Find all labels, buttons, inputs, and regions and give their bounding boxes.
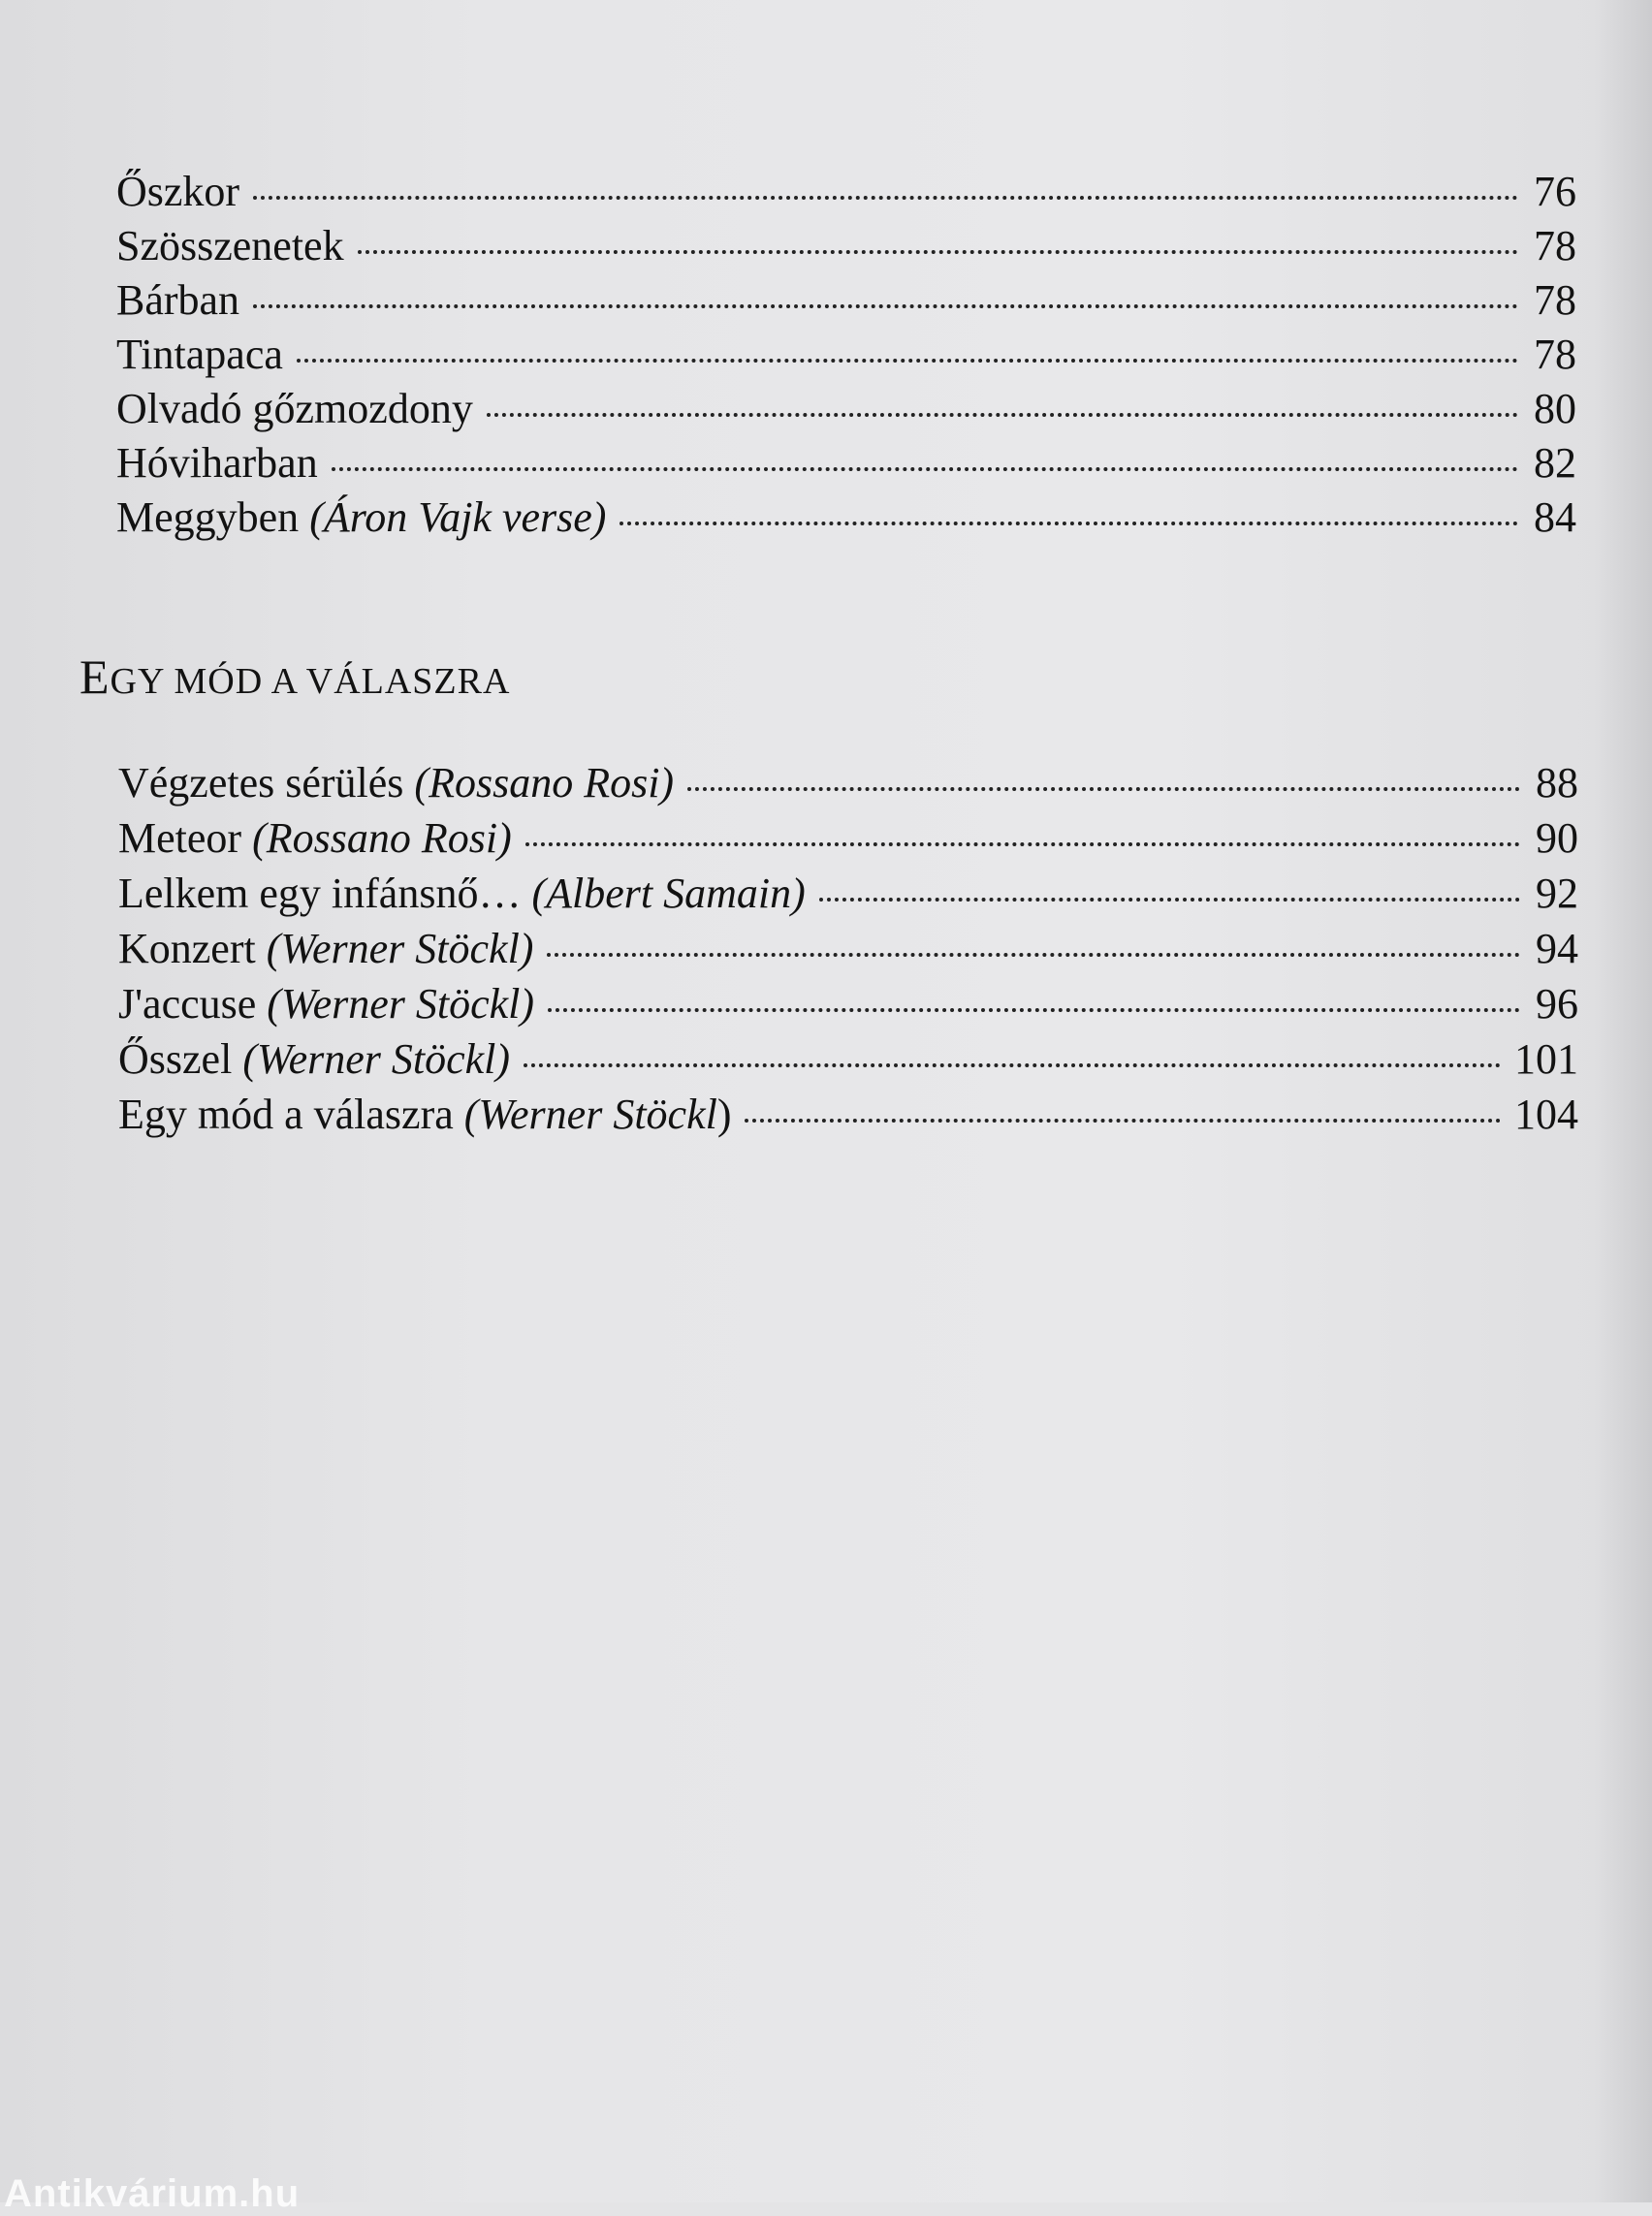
- entry-title: Tintapaca: [116, 331, 283, 378]
- dot-leader: [253, 196, 1518, 200]
- entry-title: Végzetes sérülés: [118, 759, 404, 807]
- toc-entry: [116, 382, 1576, 436]
- entry-title: Lelkem egy infánsnő…: [118, 870, 522, 917]
- page-number: 80: [1534, 385, 1576, 432]
- dot-leader: [487, 413, 1518, 417]
- page-number: 90: [1536, 814, 1578, 862]
- entry-title: J'accuse: [118, 980, 257, 1028]
- dot-leader: [620, 522, 1518, 525]
- entry-suffix: ): [716, 1091, 732, 1138]
- toc-entry: [116, 491, 1576, 545]
- entry-title: Ősszel: [118, 1035, 233, 1083]
- toc-entry: [118, 1032, 1578, 1087]
- entry-author: (Werner Stöckl): [267, 980, 535, 1028]
- toc-entry: [116, 165, 1576, 219]
- section-heading-text: GY MÓD A VÁLASZRA: [110, 661, 511, 702]
- dot-leader: [687, 787, 1520, 791]
- page-number: 78: [1534, 276, 1576, 324]
- section-heading-initial: E: [79, 649, 111, 704]
- toc-entry: [116, 273, 1576, 328]
- entry-title: Egy mód a válaszra: [118, 1091, 454, 1138]
- page-number: 92: [1536, 870, 1578, 917]
- page-number: 88: [1536, 759, 1578, 807]
- dot-leader: [253, 304, 1518, 308]
- dot-leader: [358, 250, 1518, 254]
- page-number: 78: [1534, 331, 1576, 378]
- dot-leader: [745, 1119, 1501, 1123]
- toc-entry: [116, 219, 1576, 273]
- toc-entry: [118, 977, 1578, 1031]
- toc-entry: [118, 811, 1578, 866]
- dot-leader: [819, 898, 1520, 902]
- page-number: 82: [1534, 439, 1576, 487]
- toc-entry: [116, 328, 1576, 382]
- page-number: 78: [1534, 222, 1576, 269]
- entry-author: (Rossano Rosi): [414, 759, 675, 807]
- page-number: 101: [1514, 1035, 1578, 1083]
- entry-author: (Rossano Rosi): [252, 814, 512, 862]
- entry-title: Meteor: [118, 814, 242, 862]
- page-number: 94: [1536, 925, 1578, 972]
- entry-author: (Albert Samain): [531, 870, 806, 917]
- toc-entry: [118, 922, 1578, 976]
- page-number: 96: [1536, 980, 1578, 1028]
- dot-leader: [547, 953, 1520, 957]
- entry-title: Hóviharban: [116, 439, 318, 487]
- entry-author: (Áron Vajk verse): [309, 493, 607, 541]
- entry-title: Őszkor: [116, 168, 240, 215]
- toc-entry: [118, 867, 1578, 921]
- dot-leader: [332, 467, 1518, 471]
- toc-entry: [116, 436, 1576, 491]
- page-number: 104: [1514, 1091, 1578, 1138]
- dot-leader: [297, 359, 1518, 363]
- entry-title: Bárban: [116, 276, 240, 324]
- entry-title: Szösszenetek: [116, 222, 344, 269]
- entry-author: (Werner Stöckl): [266, 925, 534, 972]
- page-edge-shadow: [1594, 0, 1652, 2202]
- entry-title: Konzert: [118, 925, 256, 972]
- toc-entry: [118, 756, 1578, 810]
- page-number: 76: [1534, 168, 1576, 215]
- watermark: Antikvárium.hu: [4, 2172, 301, 2215]
- entry-title: Meggyben: [116, 493, 300, 541]
- page-number: 84: [1534, 493, 1576, 541]
- dot-leader: [548, 1008, 1520, 1012]
- toc-entry: [118, 1088, 1578, 1142]
- section-heading: [79, 649, 510, 709]
- entry-title: Olvadó gőzmozdony: [116, 385, 473, 432]
- dot-leader: [524, 1063, 1501, 1067]
- entry-author: (Werner Stöckl: [463, 1091, 717, 1138]
- dot-leader: [525, 842, 1520, 846]
- entry-author: (Werner Stöckl): [242, 1035, 511, 1083]
